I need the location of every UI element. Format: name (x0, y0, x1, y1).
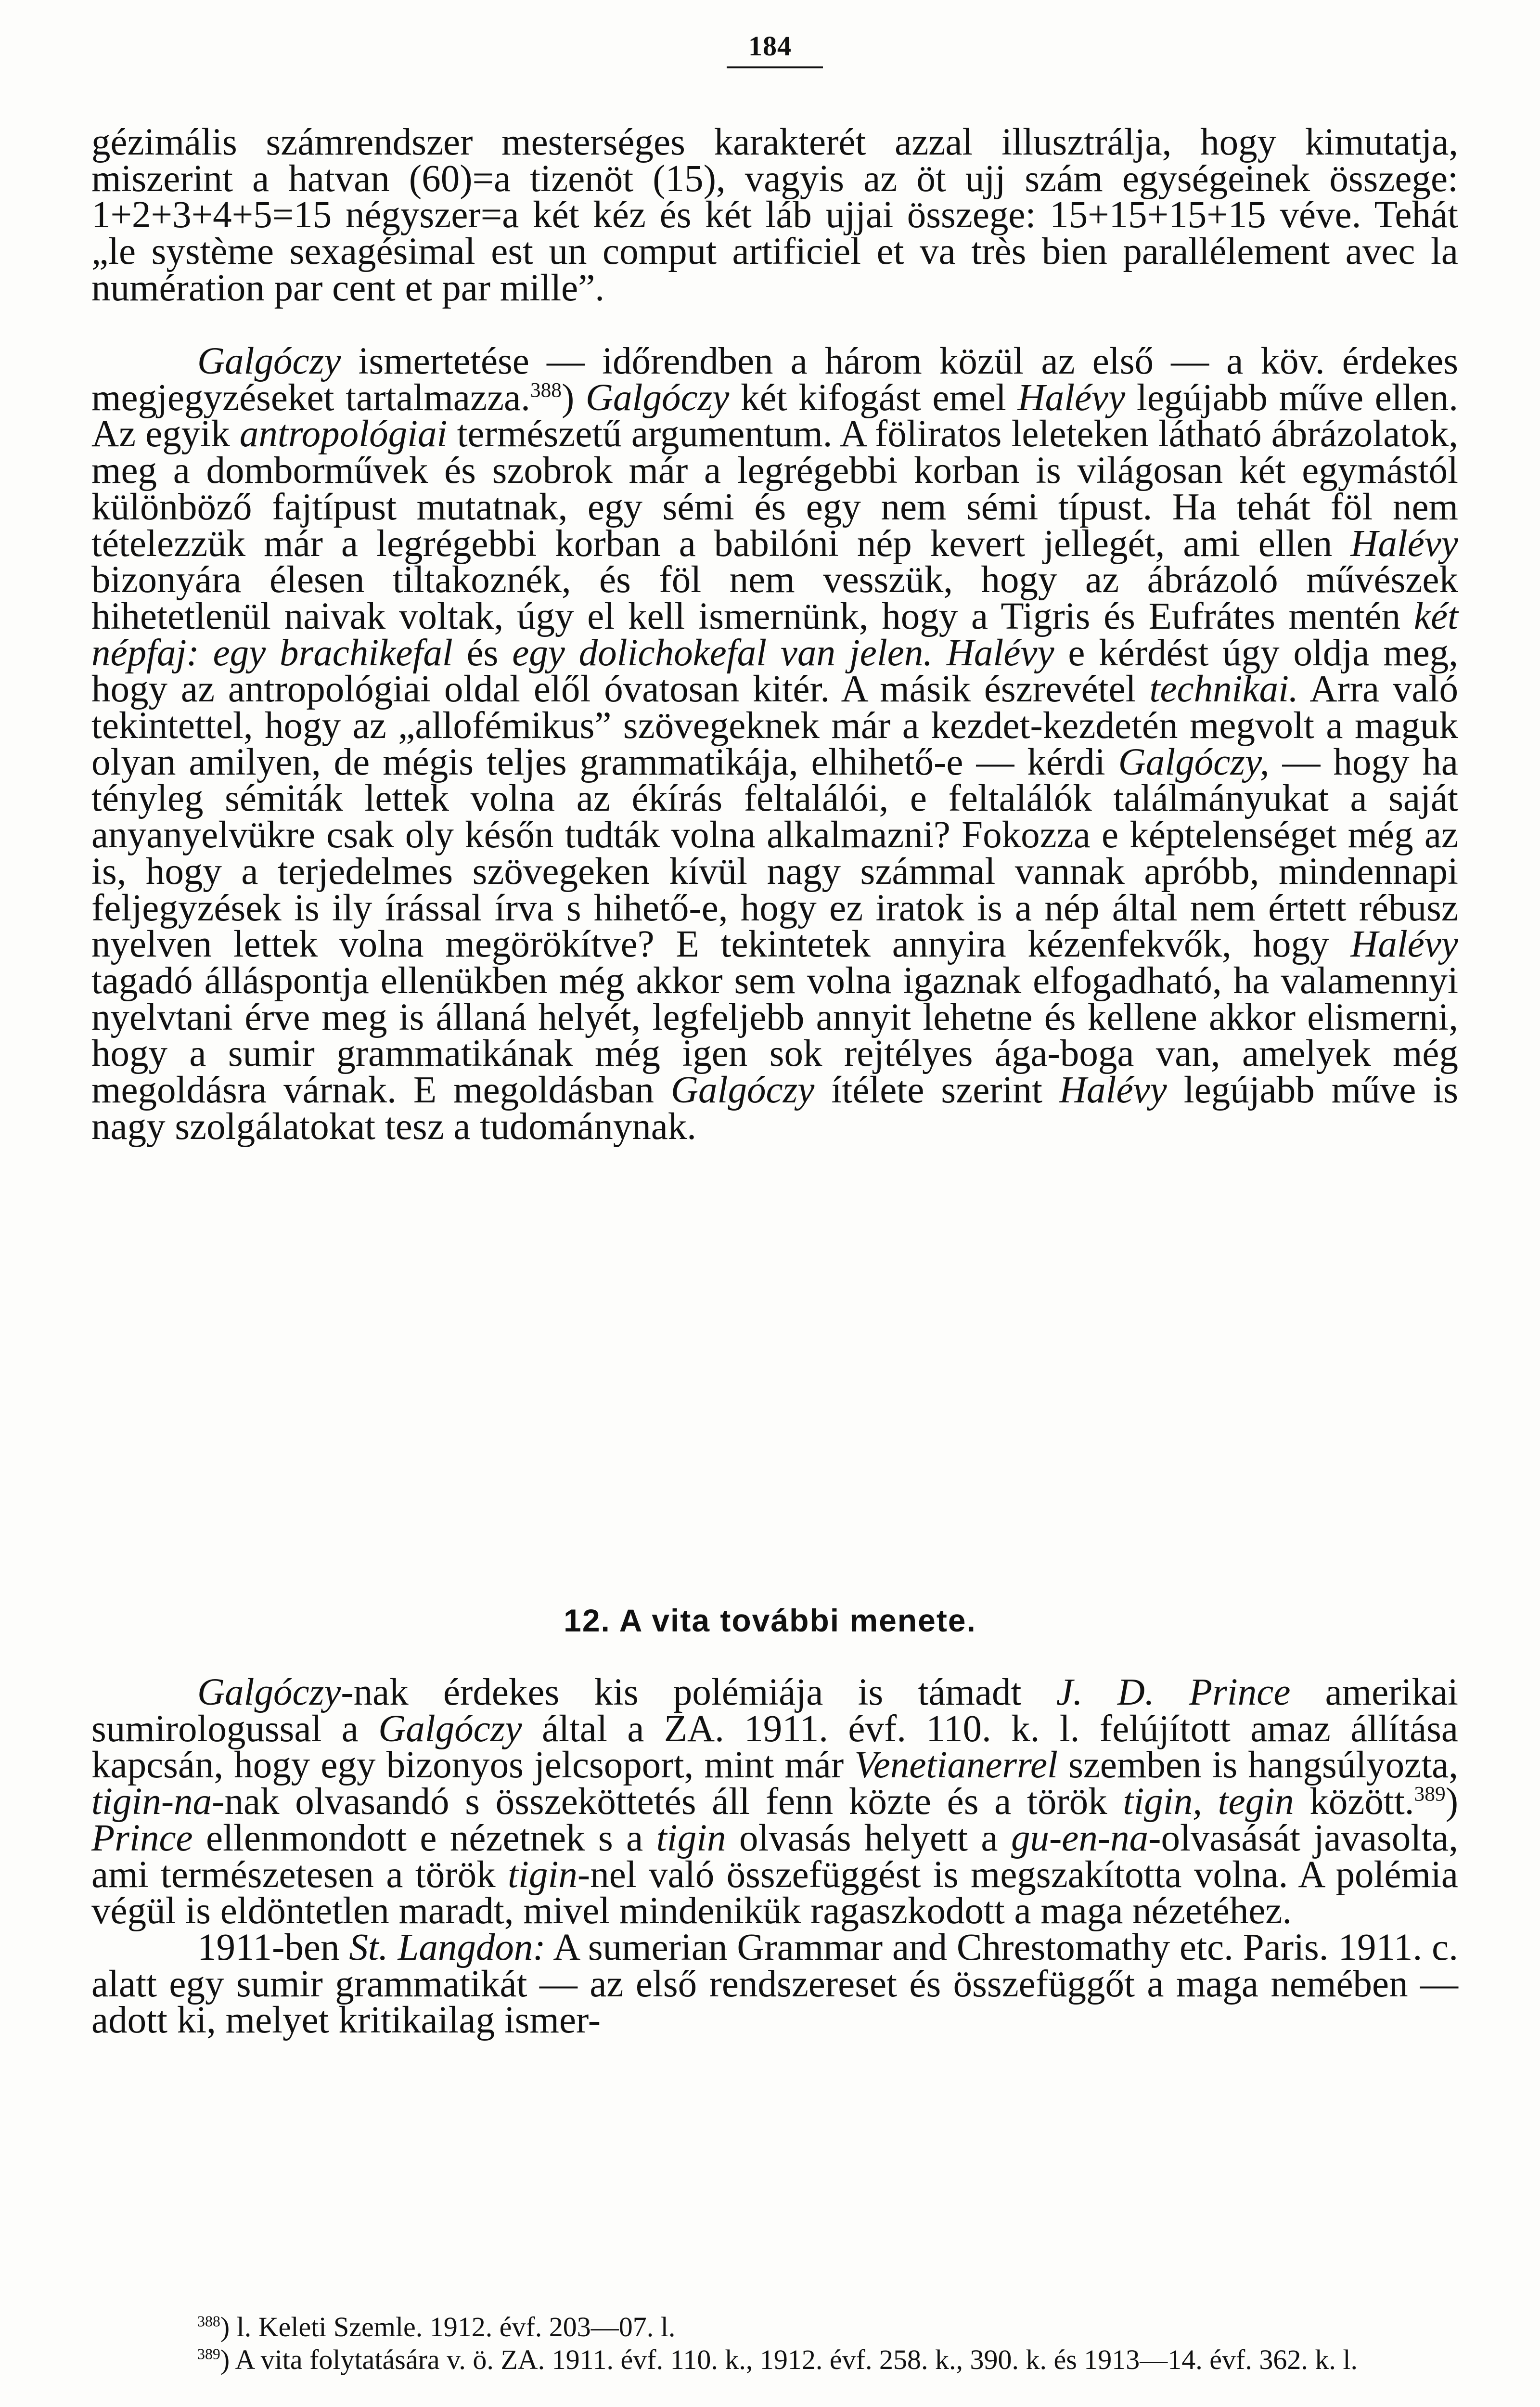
text-run: között. (1294, 1781, 1414, 1823)
footnote-mark: 388 (197, 2313, 220, 2330)
emphasis: két népfaj: egy brachikefal (91, 595, 1458, 674)
author-name: Halévy (1017, 376, 1126, 419)
galgoczy-paragraph-text (91, 340, 1459, 1148)
text-line: la numération par cent et par mille”. (91, 231, 1458, 309)
text-run: bizonyára élesen tiltakoznék, és föl nem vesszük, hogy az ábrázoló művészek hihetetlenül naivak voltak, úgy el kell ismernünk, hogy a Tigris és Eufrátes mentén (91, 559, 1458, 637)
page-number: 184 (748, 30, 792, 62)
text-run: ) (562, 376, 586, 419)
term: tigin (656, 1817, 726, 1859)
section-paragraph-2 (91, 1926, 1458, 2042)
text-line: és két láb ujjai összege: 15+15+15+15 véve. Tehát „le système (91, 194, 1458, 273)
text-run: A sumerian Grammar and Chrestomathy etc. Paris. 1911. c. alatt egy sumir grammatikát — az első rendszereset és összefüggőt a maga nemében — adott ki, melyet kritikailag ismer- (91, 1926, 1458, 2042)
term: gu-en-na (1011, 1817, 1149, 1859)
text-run: e kérdést úgy oldja meg, hogy az antropológiai oldal elől óvatosan kitér. A másik észrevétel (91, 632, 1459, 711)
text-line: ujj szám egységeinek összege: 1+2+3+4+5=15 négyszer=a két kéz (91, 157, 1458, 236)
author-name: Galgóczy (378, 1708, 522, 1750)
opening-paragraph (91, 121, 1459, 309)
author-name: Galgóczy, (1118, 741, 1270, 783)
text-run: ítélete szerint (814, 1069, 1059, 1112)
text-run: 1911-ben (197, 1926, 349, 1968)
term: tigin (508, 1853, 578, 1896)
term: tigin-na (91, 1781, 212, 1823)
author-name: St. Langdon: (349, 1926, 546, 1968)
text-run: -nel való összefüggést is megszakította volna. A polémia végül is eldöntetlen maradt, mivel mindenikük ragaszkodott a maga nézetéhez. (91, 1853, 1458, 1932)
footnote-388 (106, 2311, 1458, 2343)
text-run: Arra való tekintettel, hogy az „allofémikus” szövegeknek már a kezdet-kezdetén megvolt a maguk olyan amilyen, de mégis teljes grammatikája, elhihető-e — kérdi (91, 668, 1458, 783)
text-run: két kifogást emel (729, 376, 1018, 419)
author-name: Galgóczy (197, 1671, 341, 1713)
author-name: Venetianerrel (854, 1744, 1058, 1786)
text-run: -olvasását javasolta, ami természetesen a török (91, 1817, 1459, 1896)
footnotes (106, 2311, 1458, 2376)
author-name: Galgóczy (197, 340, 341, 382)
text-run: által a ZA. 1911. évf. 110. k. l. felújított amaz állítása kapcsán, hogy egy bizonyos jelcsoport, mint már (91, 1708, 1458, 1786)
galgoczy-paragraph (91, 340, 1459, 1148)
footnote-389 (106, 2343, 1458, 2376)
term: tigin, tegin (1123, 1781, 1294, 1823)
section-body (91, 1671, 1459, 2042)
opening-paragraph-text (91, 121, 1459, 309)
section-paragraph-1 (91, 1671, 1459, 1932)
emphasis: antropológiai (239, 413, 448, 455)
text-run: olvasás helyett a (726, 1817, 1011, 1859)
page-number-rule (727, 66, 823, 68)
text-run: ellenmondott e nézetnek s a (192, 1817, 656, 1859)
footnote-reference: 389 (1414, 1782, 1446, 1806)
text-run: ) (1445, 1781, 1458, 1823)
text-run: tagadó álláspontja ellenükben még akkor sem volna igaznak elfogadható, ha valamennyi nyelvtani érve meg is állaná helyét, legfeljebb annyit lehetne és kellene akkor elismerni, hogy a sumir grammatikának még igen sok rejtélyes ága-boga van, amelyek még megoldásra várnak. E megoldásban (91, 959, 1458, 1112)
author-name: Halévy (1350, 522, 1458, 565)
footnote-reference: 388 (530, 378, 562, 402)
text-run: természetű argumentum. A föliratos leleteken látható ábrázolatok, meg a domborművek és szobrok már a legrégebbi korban is világosan két egymástól különböző fajtípust mutatnak, egy sémi és egy nem sémi típust. Ha tehát föl nem tételezzük már a legrégebbi korban a babilóni nép kevert jellegét, ami ellen (91, 413, 1458, 565)
footnote-text: ) A vita folytatására v. ö. ZA. 1911. évf. 110. k., 1912. évf. 258. k., 390. k. és 1913—14. évf. 362. k. l. (220, 2344, 1358, 2375)
section-heading: 12. A vita további menete. (564, 1603, 976, 1638)
author-name: Halévy (1059, 1069, 1167, 1112)
text-run: — hogy ha tényleg sémiták lettek volna az ékírás feltalálói, e feltalálók találmányukat a saját anyanyelvükre csak oly későn tudták volna alkalmazni? Fokozza e képtelenséget még az is, hogy a terjedelmes szövegeken kívül nagy számmal vannak apróbb, mindennapi feljegyzések is ily írással írva s hihető-e, hogy ez iratok is a nép által nem értett rébusz nyelven lettek volna megörökítve? E tekintetek annyira kézenfekvők, hogy (91, 741, 1458, 966)
footnote-text: ) l. Keleti Szemle. 1912. évf. 203—07. l. (220, 2311, 676, 2342)
text-run: legújabb műve is nagy szolgálatokat tesz a tudománynak. (91, 1069, 1458, 1148)
footnote-mark: 389 (197, 2345, 220, 2363)
text-run: szemben is hangsúlyozta, (1057, 1744, 1458, 1786)
text-line: hogy kimutatja, miszerint a hatvan (60)=a tizenöt (15), vagyis az öt (91, 121, 1459, 200)
text-run: legújabb műve ellen. Az egyik (91, 376, 1458, 455)
author-name: Galgóczy (585, 376, 730, 419)
author-name: Halévy (1350, 923, 1458, 966)
text-line: gézimális számrendszer mesterséges karakterét azzal illusztrálja, (91, 121, 1201, 163)
author-name: Prince (91, 1817, 193, 1859)
author-name: J. D. Prince (1056, 1671, 1291, 1713)
text-run: ismertetése — időrendben a három közül az első — a köv. érdekes megjegyzéseket tartalmazza. (91, 340, 1458, 419)
author-name: Galgóczy (671, 1069, 815, 1112)
text-run: amerikai sumirologussal a (91, 1671, 1458, 1750)
emphasis: egy dolichokefal van jelen. Halévy (512, 632, 1054, 674)
text-run: és (452, 632, 513, 674)
text-run: -nak olvasandó s összeköttetés áll fenn közte és a török (212, 1781, 1123, 1823)
text-line: sexagésimal est un comput artificiel et va très bien parallélement avec (289, 231, 1431, 273)
emphasis: technikai. (1149, 668, 1298, 711)
text-run: -nak érdekes kis polémiája is támadt (341, 1671, 1056, 1713)
